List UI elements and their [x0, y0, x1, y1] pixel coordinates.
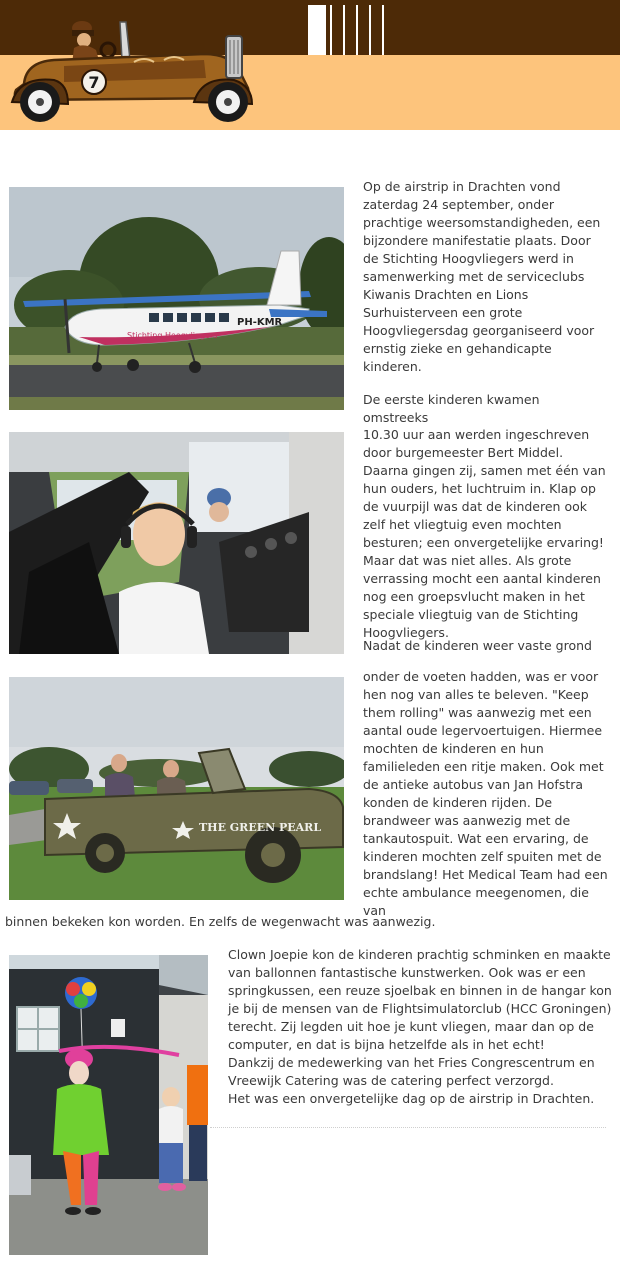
- article-paragraph: Op de airstrip in Drachten vond zaterdag 24 september, onder prachtige weersomstandigheden, een bijzondere manifestatie plaats. Door de Stichting Hoogvliegers werd in samenwerking met de serviceclubs Kiwanis Drachten en Lions Surhuisterveen een grote Hoogvliegersdag georganiseerd voor ernstig zieke en gehandicapte kinderen.: [363, 179, 601, 374]
- header-stripe: [356, 5, 358, 55]
- article-paragraph: Clown Joepie kon de kinderen prachtig schminken en maakte van ballonnen fantastische kunstwerken. Ook was er een springkussen, een reuze sjoelbak en binnen in de hangar kon je bij de mensen van de Flightsimulatorclub (HCC Groningen) terecht. Zij legden uit hoe je kunt vliegen, maar dan op de computer, en dat is bijna hetzelfde als in het echt!: [228, 947, 612, 1052]
- article-paragraph: De eerste kinderen kwamen omstreeks: [363, 392, 540, 425]
- article-paragraph: 10.30 uur aan werden ingeschreven door burgemeester Bert Middel. Daarna gingen zij, samen met één van hun ouders, het luchtruim in. Klap op de vuurpijl was dat de kinderen ook zelf het vliegtuig even mochten besturen; een onvergetelijke ervaring! Maar dat was niet alles. Als grote verrassing mocht een aantal kinderen nog een groepsvlucht maken in het speciale vliegtuig van de Stichting Hoogvliegers.: [363, 427, 606, 640]
- header-stripe: [382, 5, 384, 55]
- article-paragraph: Het was een onvergetelijke dag op de airstrip in Drachten.: [228, 1091, 595, 1106]
- article-paragraph: onder de voeten hadden, was er voor hen nog van alles te beleven. "Keep them rolling" was aanwezig met een aantal oude legervoertuigen. Hiermee mochten de kinderen en hun familieleden een ritje maken. Ook met de antieke autobus van Jan Hofstra konden de kinderen rijden. De brandweer was aanwezig met de tankautospuit. Wat een ervaring, de kinderen mochten zelf spuiten met de brandslang! Het Medical Team had een echte ambulance meegenomen, die van: [363, 669, 608, 918]
- photo-airplane: [9, 187, 344, 410]
- photo-clown: [9, 955, 208, 1255]
- header-stripe: [369, 5, 371, 55]
- photo-cockpit: [9, 432, 344, 654]
- plane-fuselage-text: Stichting Hoogvliegers: [127, 331, 218, 340]
- header-stripe: [330, 5, 332, 55]
- plane-registration: PH-KMR: [237, 317, 283, 328]
- header-stripe: [343, 5, 345, 55]
- vintage-car-logo[interactable]: [4, 14, 256, 126]
- photo-army-vehicle: [9, 677, 344, 900]
- article-paragraph: binnen bekeken kon worden. En zelfs de wegenwacht was aanwezig.: [5, 914, 436, 929]
- header-stripe: [308, 5, 326, 55]
- car-number: 7: [88, 73, 100, 92]
- article-paragraph: Dankzij de medewerking van het Fries Congrescentrum en Vreewijk Catering was de catering perfect verzorgd.: [228, 1055, 595, 1088]
- article-paragraph: Nadat de kinderen weer vaste grond: [363, 638, 592, 653]
- divider: [210, 1127, 606, 1128]
- vehicle-name: THE GREEN PEARL: [199, 821, 322, 834]
